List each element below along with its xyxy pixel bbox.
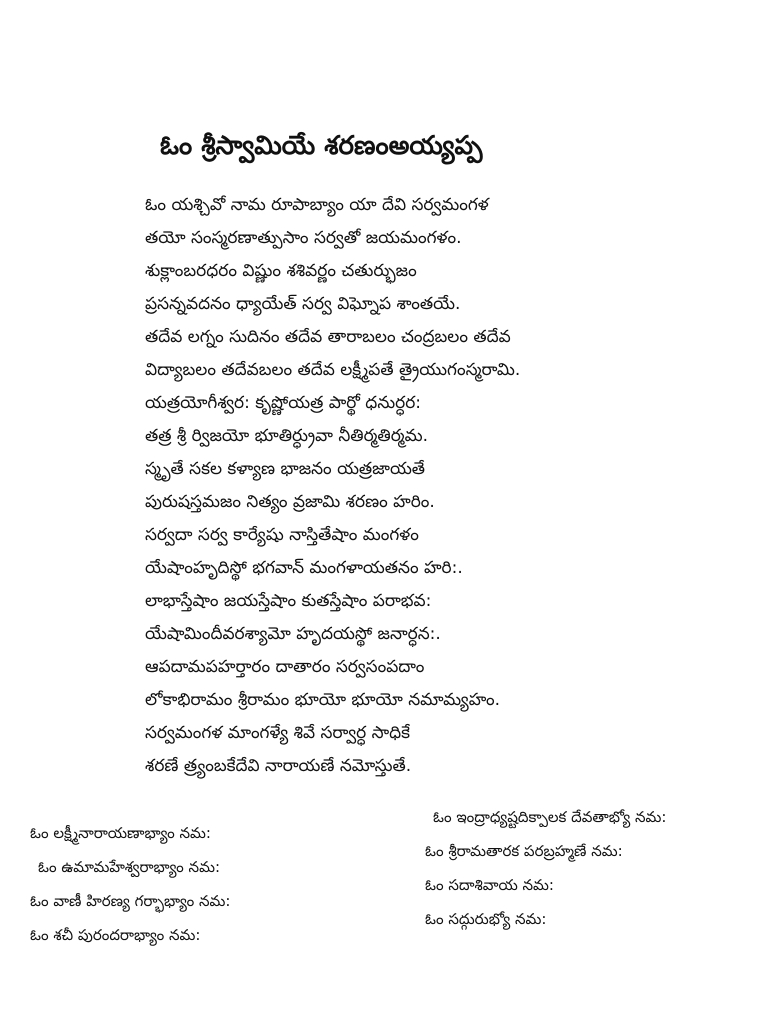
name-line: ఓం ఉమామహేశ్వరాభ్యాం నమ: <box>38 858 221 876</box>
verse-line: లోకాభిరామం శ్రీరామం భూయో భూయో నమామ్యహం. <box>145 690 501 710</box>
verse-line: శుక్లాంబరధరం విష్ణుం శశివర్ణం చతుర్భుజం <box>145 261 417 281</box>
page-title: ఓం శ్రీస్వామియే శరణంఅయ్యప్ప <box>160 131 483 161</box>
verse-line: విద్యాబలం తదేవబలం తదేవ లక్ష్మీపతే త్రైయుగంస్మరామి. <box>145 360 521 380</box>
verse-line: యేషాంహృదిస్థో భగవాన్ మంగళాయతనం హరి:. <box>145 558 463 578</box>
verse-line: ఓం యశ్చివో నామ రూపాబ్యాం యా దేవి సర్వమంగళ <box>145 195 489 215</box>
verse-line: సర్వదా సర్వ కార్యేషు నాస్తితేషాం మంగళం <box>145 525 419 545</box>
name-line: ఓం వాణీ హిరణ్య గర్భాభ్యాం నమ: <box>30 892 231 910</box>
verse-line: ప్రసన్నవదనం ధ్యాయేత్ సర్వ విఘ్నోప శాంతయే. <box>145 294 461 314</box>
verse-line: సర్వమంగళ మాంగళ్యే శివే సర్వార్ధ సాధికే <box>145 723 411 743</box>
verse-line: తత్ర శ్రీ ర్విజయో భూతిర్ధ్రువా నీతిర్మతిర్మమ. <box>145 426 428 446</box>
verse-line: స్మృతే సకల కళ్యాణ భాజనం యత్రజాయతే <box>145 459 426 479</box>
verse-line: ఆపదామపహర్తారం దాతారం సర్వసంపదాం <box>145 657 425 677</box>
names-list-left <box>30 816 370 952</box>
name-line: ఓం సద్గురుభ్యో నమ: <box>425 910 547 928</box>
name-line: ఓం సదాశివాయ నమ: <box>425 876 554 894</box>
verse-line: తయో సంస్మరణాత్పుసాం సర్వతో జయమంగళం. <box>145 228 462 248</box>
verse-line: యత్రయోగీశ్వర: కృష్ణోయత్ర పార్థో ధనుర్ధర: <box>145 393 422 413</box>
verse-line: లాభాస్తేషాం జయస్తేషాం కుతస్తేషాం పరాభవ: <box>145 591 432 611</box>
verse-line: శరణే త్ర్యంబకేదేవి నారాయణే నమోస్తుతే. <box>145 756 412 776</box>
verse-list <box>145 189 585 783</box>
name-line: ఓం ఇంద్రాధ్యష్టదిక్పాలక దేవతాభ్యో నమ: <box>433 808 667 826</box>
verse-line: తదేవ లగ్నం సుదినం తదేవ తారాబలం చంద్రబలం తదేవ <box>145 327 511 347</box>
verse-line: యేషామిందీవరశ్యామో హృదయస్థో జనార్ధన:. <box>145 624 441 644</box>
names-list-right <box>425 800 760 936</box>
verse-line: పురుషస్తమజం నిత్యం వ్రజామి శరణం హరిం. <box>145 492 435 512</box>
name-line: ఓం లక్ష్మీనారాయణాభ్యాం నమ: <box>30 824 211 842</box>
name-line: ఓం శచీ పురందరాభ్యాం నమ: <box>30 926 201 944</box>
name-line: ఓం శ్రీరామతారక పరబ్రహ్మణే నమ: <box>425 842 623 860</box>
